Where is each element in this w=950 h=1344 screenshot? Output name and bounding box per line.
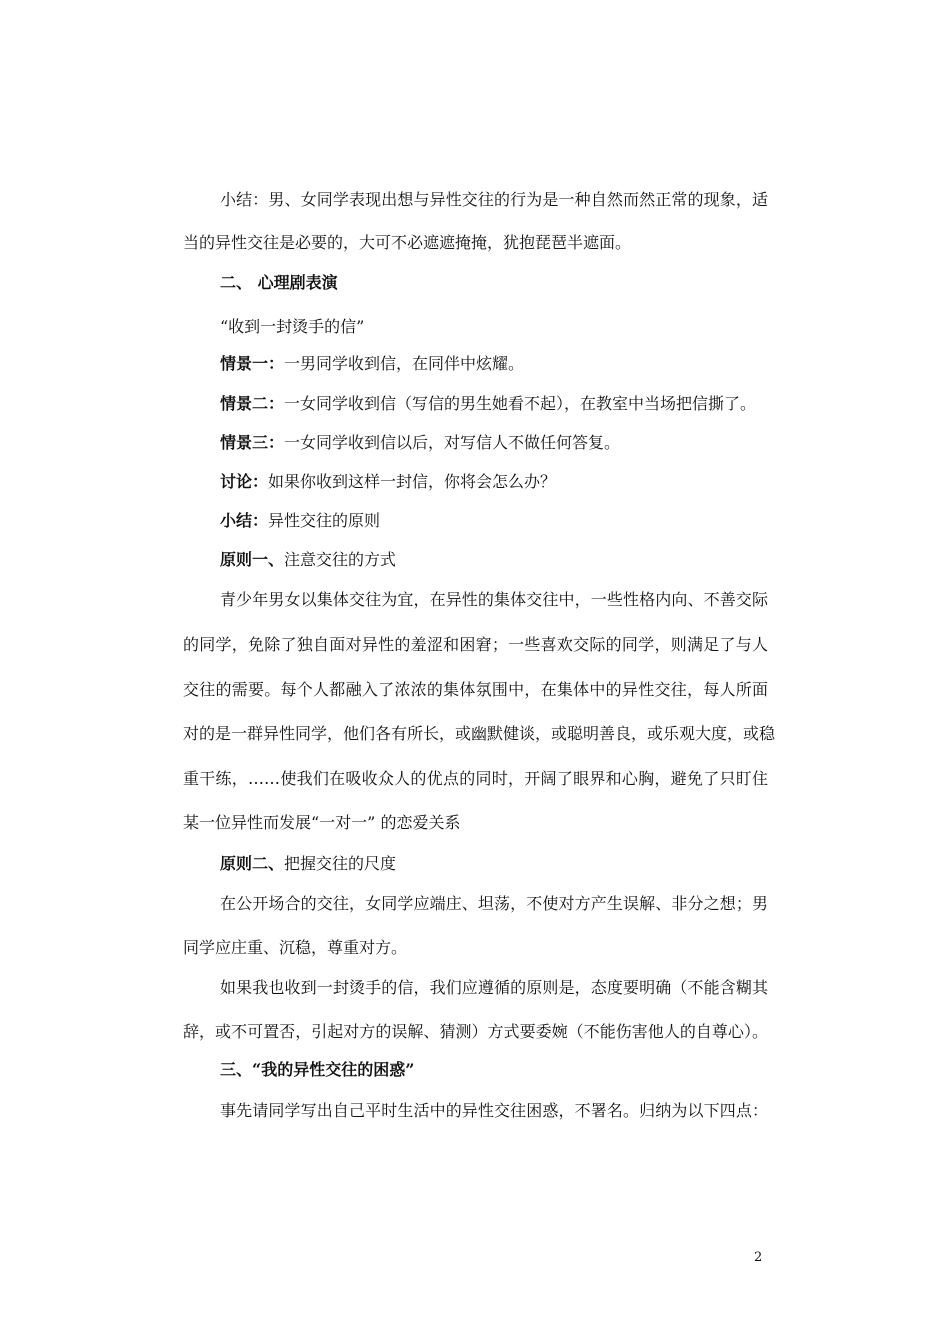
principle-2-heading — [220, 853, 396, 875]
principle-2-paragraph-line-2: 同学应庄重、沉稳，尊重对方。 — [183, 938, 408, 957]
principle-1-paragraph-line-6: 某一位异性而发展“一对一” 的恋爱关系 — [183, 813, 461, 832]
scene-2-text: 一女同学收到信（写信的男生她看不起），在教室中当场把信撕了。 — [284, 394, 757, 413]
play-title: “收到一封烫手的信” — [220, 317, 365, 336]
summary-paragraph-line-2: 当的异性交往是必要的，大可不必遮遮掩掩，犹抱琵琶半遮面。 — [183, 233, 632, 252]
principle-2-paragraph-line-1: 在公开场合的交往，女同学应端庄、坦荡，不使对方产生误解、非分之想；男 — [220, 894, 768, 913]
scene-3-text: 一女同学收到信以后，对写信人不做任何答复。 — [284, 433, 621, 452]
summary-text: 异性交往的原则 — [268, 511, 381, 530]
scene-1-text: 一男同学收到信，在同伴中炫耀。 — [284, 354, 525, 373]
letter-paragraph-line-1: 如果我也收到一封烫手的信，我们应遵循的原则是，态度要明确（不能含糊其 — [220, 978, 768, 997]
discussion-line — [220, 471, 556, 493]
principle-2-text: 把握交往的尺度 — [284, 854, 397, 873]
letter-paragraph-line-2: 辞，或不可置否，引起对方的误解、猜测）方式要委婉（不能伤害他人的自尊心）。 — [183, 1022, 768, 1041]
principle-1-paragraph-line-1: 青少年男女以集体交往为宜，在异性的集体交往中，一些性格内向、不善交际 — [220, 590, 768, 609]
principle-1-paragraph-line-2: 的同学，免除了独自面对异性的羞涩和困窘；一些喜欢交际的同学，则满足了与人 — [183, 635, 768, 654]
principle-1-text: 注意交往的方式 — [284, 550, 397, 569]
scene-1-line — [220, 353, 524, 375]
scene-3-line — [220, 432, 620, 454]
summary-paragraph-line-1: 小结：男、女同学表现出想与异性交往的行为是一种自然而然正常的现象，适 — [220, 190, 768, 209]
section-heading-2: 二、 心理剧表演 — [220, 273, 338, 292]
confusion-paragraph-line-1: 事先请同学写出自己平时生活中的异性交往困惑，不署名。归纳为以下四点： — [220, 1101, 768, 1120]
scene-3-label: 情景三： — [220, 433, 285, 452]
principle-1-label: 原则一、 — [220, 550, 285, 569]
scene-2-line — [220, 393, 756, 415]
discussion-text: 如果你收到这样一封信，你将会怎么办？ — [268, 472, 557, 491]
summary-line — [220, 510, 380, 532]
principle-1-paragraph-line-3: 交往的需要。每个人都融入了浓浓的集体氛围中，在集体中的异性交往，每人所面 — [183, 680, 768, 699]
discussion-label: 讨论： — [220, 472, 269, 491]
principle-2-label: 原则二、 — [220, 854, 285, 873]
principle-1-paragraph-line-5: 重干练，……使我们在吸收众人的优点的同时，开阔了眼界和心胸，避免了只盯住 — [183, 769, 768, 788]
section-heading-3: 三、“我的异性交往的困惑” — [220, 1060, 415, 1079]
scene-1-label: 情景一： — [220, 354, 285, 373]
page-number: 2 — [754, 1250, 763, 1265]
scene-2-label: 情景二： — [220, 394, 285, 413]
principle-1-paragraph-line-4: 对的是一群异性同学，他们各有所长，或幽默健谈，或聪明善良，或乐观大度，或稳 — [183, 724, 776, 743]
summary-label: 小结： — [220, 511, 269, 530]
principle-1-heading — [220, 549, 396, 571]
